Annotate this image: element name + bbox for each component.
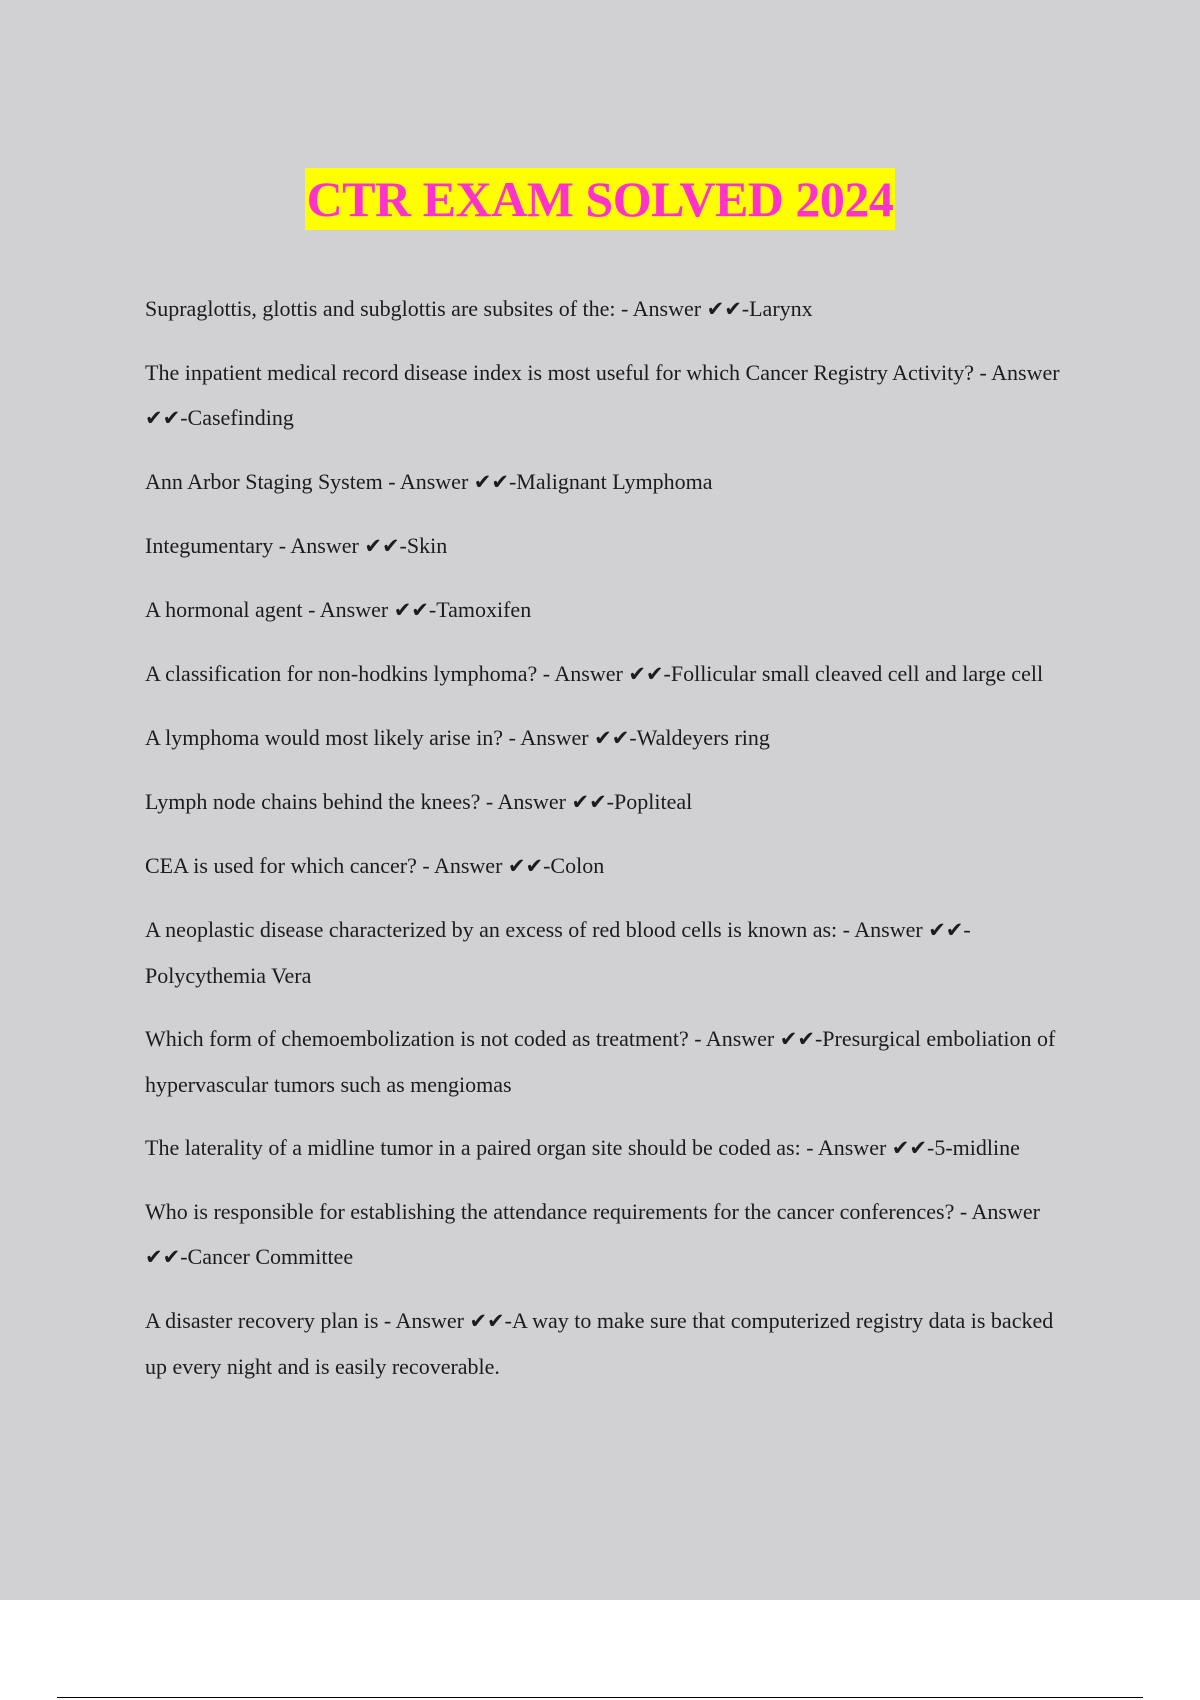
- answer-label: Answer: [433, 853, 503, 878]
- question-text: A lymphoma would most likely arise in? -: [145, 725, 521, 750]
- double-check-icon: ✔✔: [364, 534, 400, 558]
- qa-item: [145, 779, 1080, 825]
- question-text: Ann Arbor Staging System -: [145, 469, 400, 494]
- qa-item: [145, 1189, 1080, 1280]
- title-wrapper: [0, 168, 1200, 230]
- answer-text: -Skin: [399, 533, 448, 558]
- question-text: The laterality of a midline tumor in a paired organ site should be coded as: -: [145, 1135, 818, 1160]
- double-check-icon: ✔✔: [393, 598, 429, 622]
- qa-item: [145, 286, 1080, 332]
- answer-label: Answer: [319, 597, 389, 622]
- double-check-icon: ✔✔: [145, 1245, 181, 1269]
- qa-list: [145, 286, 1080, 1407]
- double-check-icon: ✔✔: [145, 406, 181, 430]
- double-check-icon: ✔✔: [507, 854, 544, 878]
- answer-text: -Malignant Lymphoma: [508, 469, 713, 494]
- answer-label: Answer: [971, 1199, 1040, 1224]
- double-check-icon: ✔✔: [628, 662, 664, 686]
- question-text: A classification for non-hodkins lymphoma? -: [145, 661, 555, 686]
- qa-item: [145, 587, 1080, 633]
- answer-text: -A way to make sure that computerized registry data is backed up every night and is easily recoverable.: [145, 1308, 1054, 1379]
- answer-text: -Follicular small cleaved cell and large cell: [663, 661, 1044, 686]
- answer-text: -Colon: [543, 853, 605, 878]
- question-text: A neoplastic disease characterized by an excess of red blood cells is known as: -: [145, 917, 855, 942]
- answer-label: Answer: [290, 533, 359, 558]
- answer-label: Answer: [817, 1135, 887, 1160]
- answer-text: -Presurgical emboliation of hypervascular tumors such as mengiomas: [145, 1026, 1056, 1097]
- question-text: A disaster recovery plan is -: [145, 1308, 396, 1333]
- answer-text: -Casefinding: [180, 405, 294, 430]
- question-text: Which form of chemoembolization is not coded as treatment? -: [145, 1026, 706, 1051]
- qa-item: [145, 350, 1080, 441]
- question-text: Supraglottis, glottis and subglottis are subsites of the: -: [145, 296, 633, 321]
- answer-label: Answer: [497, 789, 566, 814]
- question-text: Lymph node chains behind the knees? -: [145, 789, 498, 814]
- double-check-icon: ✔✔: [706, 297, 742, 321]
- qa-item: [145, 459, 1080, 505]
- answer-label: Answer: [632, 296, 702, 321]
- answer-label: Answer: [991, 360, 1060, 385]
- question-text: A hormonal agent -: [145, 597, 320, 622]
- question-text: Integumentary -: [145, 533, 291, 558]
- qa-item: [145, 715, 1080, 761]
- answer-text: -Waldeyers ring: [629, 725, 770, 750]
- double-check-icon: ✔✔: [594, 726, 630, 750]
- answer-label: Answer: [395, 1308, 464, 1333]
- answer-text: -Larynx: [741, 296, 813, 321]
- answer-text: -Polycythemia Vera: [145, 917, 971, 988]
- footer-divider: [57, 1697, 1143, 1698]
- answer-text: -Tamoxifen: [428, 597, 532, 622]
- double-check-icon: ✔✔: [891, 1136, 927, 1160]
- double-check-icon: ✔✔: [779, 1027, 815, 1051]
- qa-item: [145, 523, 1080, 569]
- question-text: CEA is used for which cancer? -: [145, 853, 434, 878]
- document-title: CTR EXAM SOLVED 2024: [305, 168, 896, 230]
- answer-label: Answer: [554, 661, 623, 686]
- qa-item: [145, 907, 1080, 998]
- double-check-icon: ✔✔: [469, 1309, 505, 1333]
- qa-item: [145, 1298, 1080, 1389]
- answer-text: -5-midline: [927, 1135, 1020, 1160]
- answer-text: -Popliteal: [606, 789, 693, 814]
- question-text: Who is responsible for establishing the attendance requirements for the cancer conferences? -: [145, 1199, 972, 1224]
- answer-label: Answer: [520, 725, 589, 750]
- qa-item: [145, 651, 1080, 697]
- answer-label: Answer: [705, 1026, 775, 1051]
- qa-item: [145, 1125, 1080, 1171]
- qa-item: [145, 1016, 1080, 1107]
- double-check-icon: ✔✔: [473, 470, 509, 494]
- answer-label: Answer: [854, 917, 923, 942]
- double-check-icon: ✔✔: [928, 918, 964, 942]
- question-text: The inpatient medical record disease index is most useful for which Cancer Registry Activity? -: [145, 360, 992, 385]
- answer-label: Answer: [399, 469, 469, 494]
- double-check-icon: ✔✔: [571, 790, 607, 814]
- qa-item: [145, 843, 1080, 889]
- answer-text: -Cancer Committee: [180, 1244, 354, 1269]
